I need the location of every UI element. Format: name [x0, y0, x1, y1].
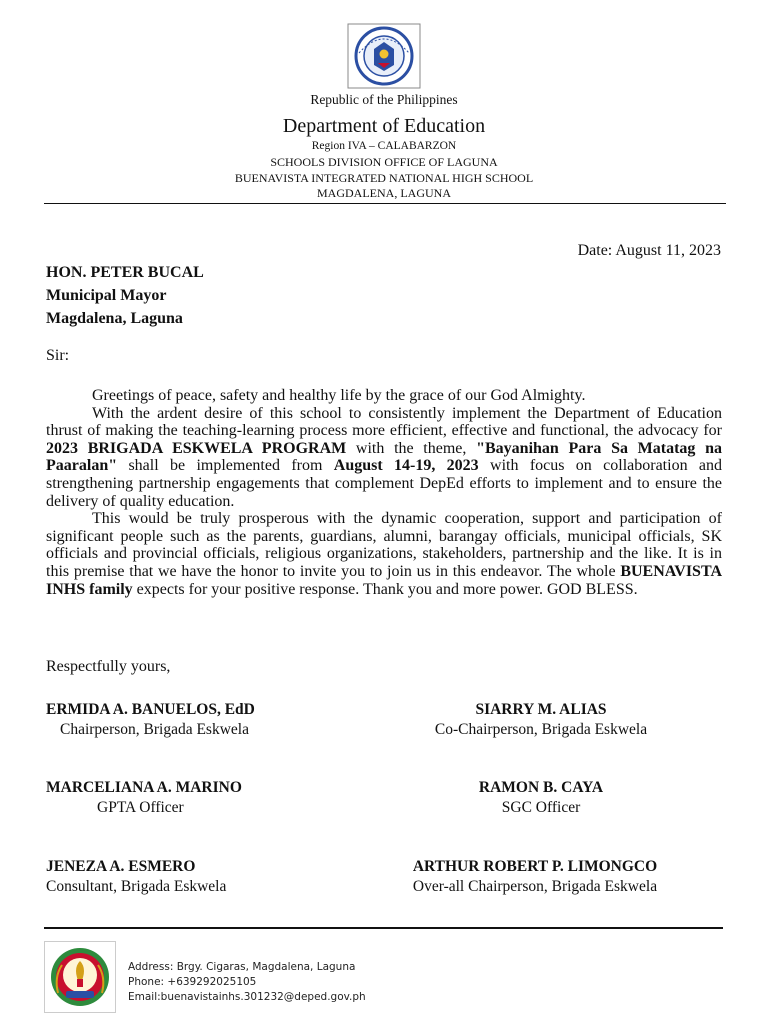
contact-email: Email:buenavistainhs.301232@deped.gov.ph [128, 991, 366, 1003]
p2-text: with focus on collaboration and strengthening partnership engagements that complement DepEd efforts to implement and to ensure the delivery of quality education. [46, 457, 723, 510]
p2-text: shall be implemented from [117, 457, 334, 475]
p2-text: With the ardent desire of this school to consistently implement the Department of Education thrust of making the teaching-learning process more efficient, effective and functional, the advocacy for [46, 404, 722, 440]
recipient-title: Municipal Mayor [46, 287, 167, 304]
signatory-block [382, 856, 688, 897]
signatory-name: JENEZA A. ESMERO [46, 858, 196, 875]
header-divider [44, 203, 726, 204]
deped-seal-logo [347, 23, 421, 89]
program-dates: August 14-19, 2023 [333, 457, 479, 475]
contact-address: Address: Brgy. Cigaras, Magdalena, Laguna [128, 961, 356, 973]
paragraph-program [46, 405, 722, 511]
recipient-name: HON. PETER BUCAL [46, 264, 204, 281]
program-name: 2023 BRIGADA ESKWELA PROGRAM [46, 439, 347, 457]
school-family: BUENAVISTA INHS family [46, 562, 722, 598]
department-title: Department of Education [282, 115, 486, 137]
p3-text: This would be truly prosperous with the dynamic cooperation, support and participation of significant people such as the parents, guardians, alumni, barangay officials, municipal officials, SK officials and provincial officials, religious organizations, stakeholders, partnership and the like. It is in this premise that we have the honor to invite you to join us in this endeavor. The whole [46, 510, 722, 580]
p3-text: expects for your positive response. Thank you and more power. GOD BLESS. [132, 580, 638, 598]
signatory-block [382, 777, 700, 818]
signatory-block [382, 699, 700, 740]
division-line: SCHOOLS DIVISION OFFICE OF LAGUNA [270, 155, 498, 169]
signatory-title: GPTA Officer [97, 799, 184, 816]
location-line: MAGDALENA, LAGUNA [317, 186, 451, 200]
salutation: Sir: [46, 347, 70, 364]
letter-body [46, 387, 722, 598]
signatory-title: Chairperson, Brigada Eskwela [60, 721, 249, 738]
footer-divider [44, 927, 723, 929]
letter-date: Date: August 11, 2023 [577, 242, 721, 259]
region-line: Region IVA – CALABARZON [311, 140, 457, 152]
signatory-block [46, 856, 226, 897]
signatory-title: SGC Officer [501, 799, 581, 816]
signatory-name: ERMIDA A. BANUELOS, EdD [46, 701, 255, 718]
contact-info [128, 960, 366, 1005]
program-theme: "Bayanihan Para Sa Matatag na Paaralan" [46, 439, 723, 475]
closing-line: Respectfully yours, [46, 658, 171, 675]
recipient-block [46, 261, 204, 330]
signatory-name: ARTHUR ROBERT P. LIMONGCO [412, 858, 658, 875]
signatory-title: Over-all Chairperson, Brigada Eskwela [412, 878, 658, 895]
school-line: BUENAVISTA INTEGRATED NATIONAL HIGH SCHOOL [234, 171, 534, 185]
signatory-name: MARCELIANA A. MARINO [46, 779, 242, 796]
contact-phone: Phone: +639292025105 [128, 976, 257, 988]
signatory-name: SIARRY M. ALIAS [475, 701, 607, 718]
signatory-name: RAMON B. CAYA [478, 779, 604, 796]
recipient-place: Magdalena, Laguna [46, 310, 183, 327]
signatory-title: Co-Chairperson, Brigada Eskwela [434, 721, 648, 738]
signatory-block [46, 777, 242, 818]
p2-text: with the theme, [346, 439, 477, 457]
signatory-title: Consultant, Brigada Eskwela [46, 878, 227, 895]
school-logo [44, 941, 116, 1013]
signatory-block [46, 699, 255, 740]
republic-line: Republic of the Philippines [310, 92, 458, 107]
paragraph-greeting: Greetings of peace, safety and healthy life by the grace of our God Almighty. [92, 387, 586, 404]
paragraph-invitation [46, 510, 722, 598]
